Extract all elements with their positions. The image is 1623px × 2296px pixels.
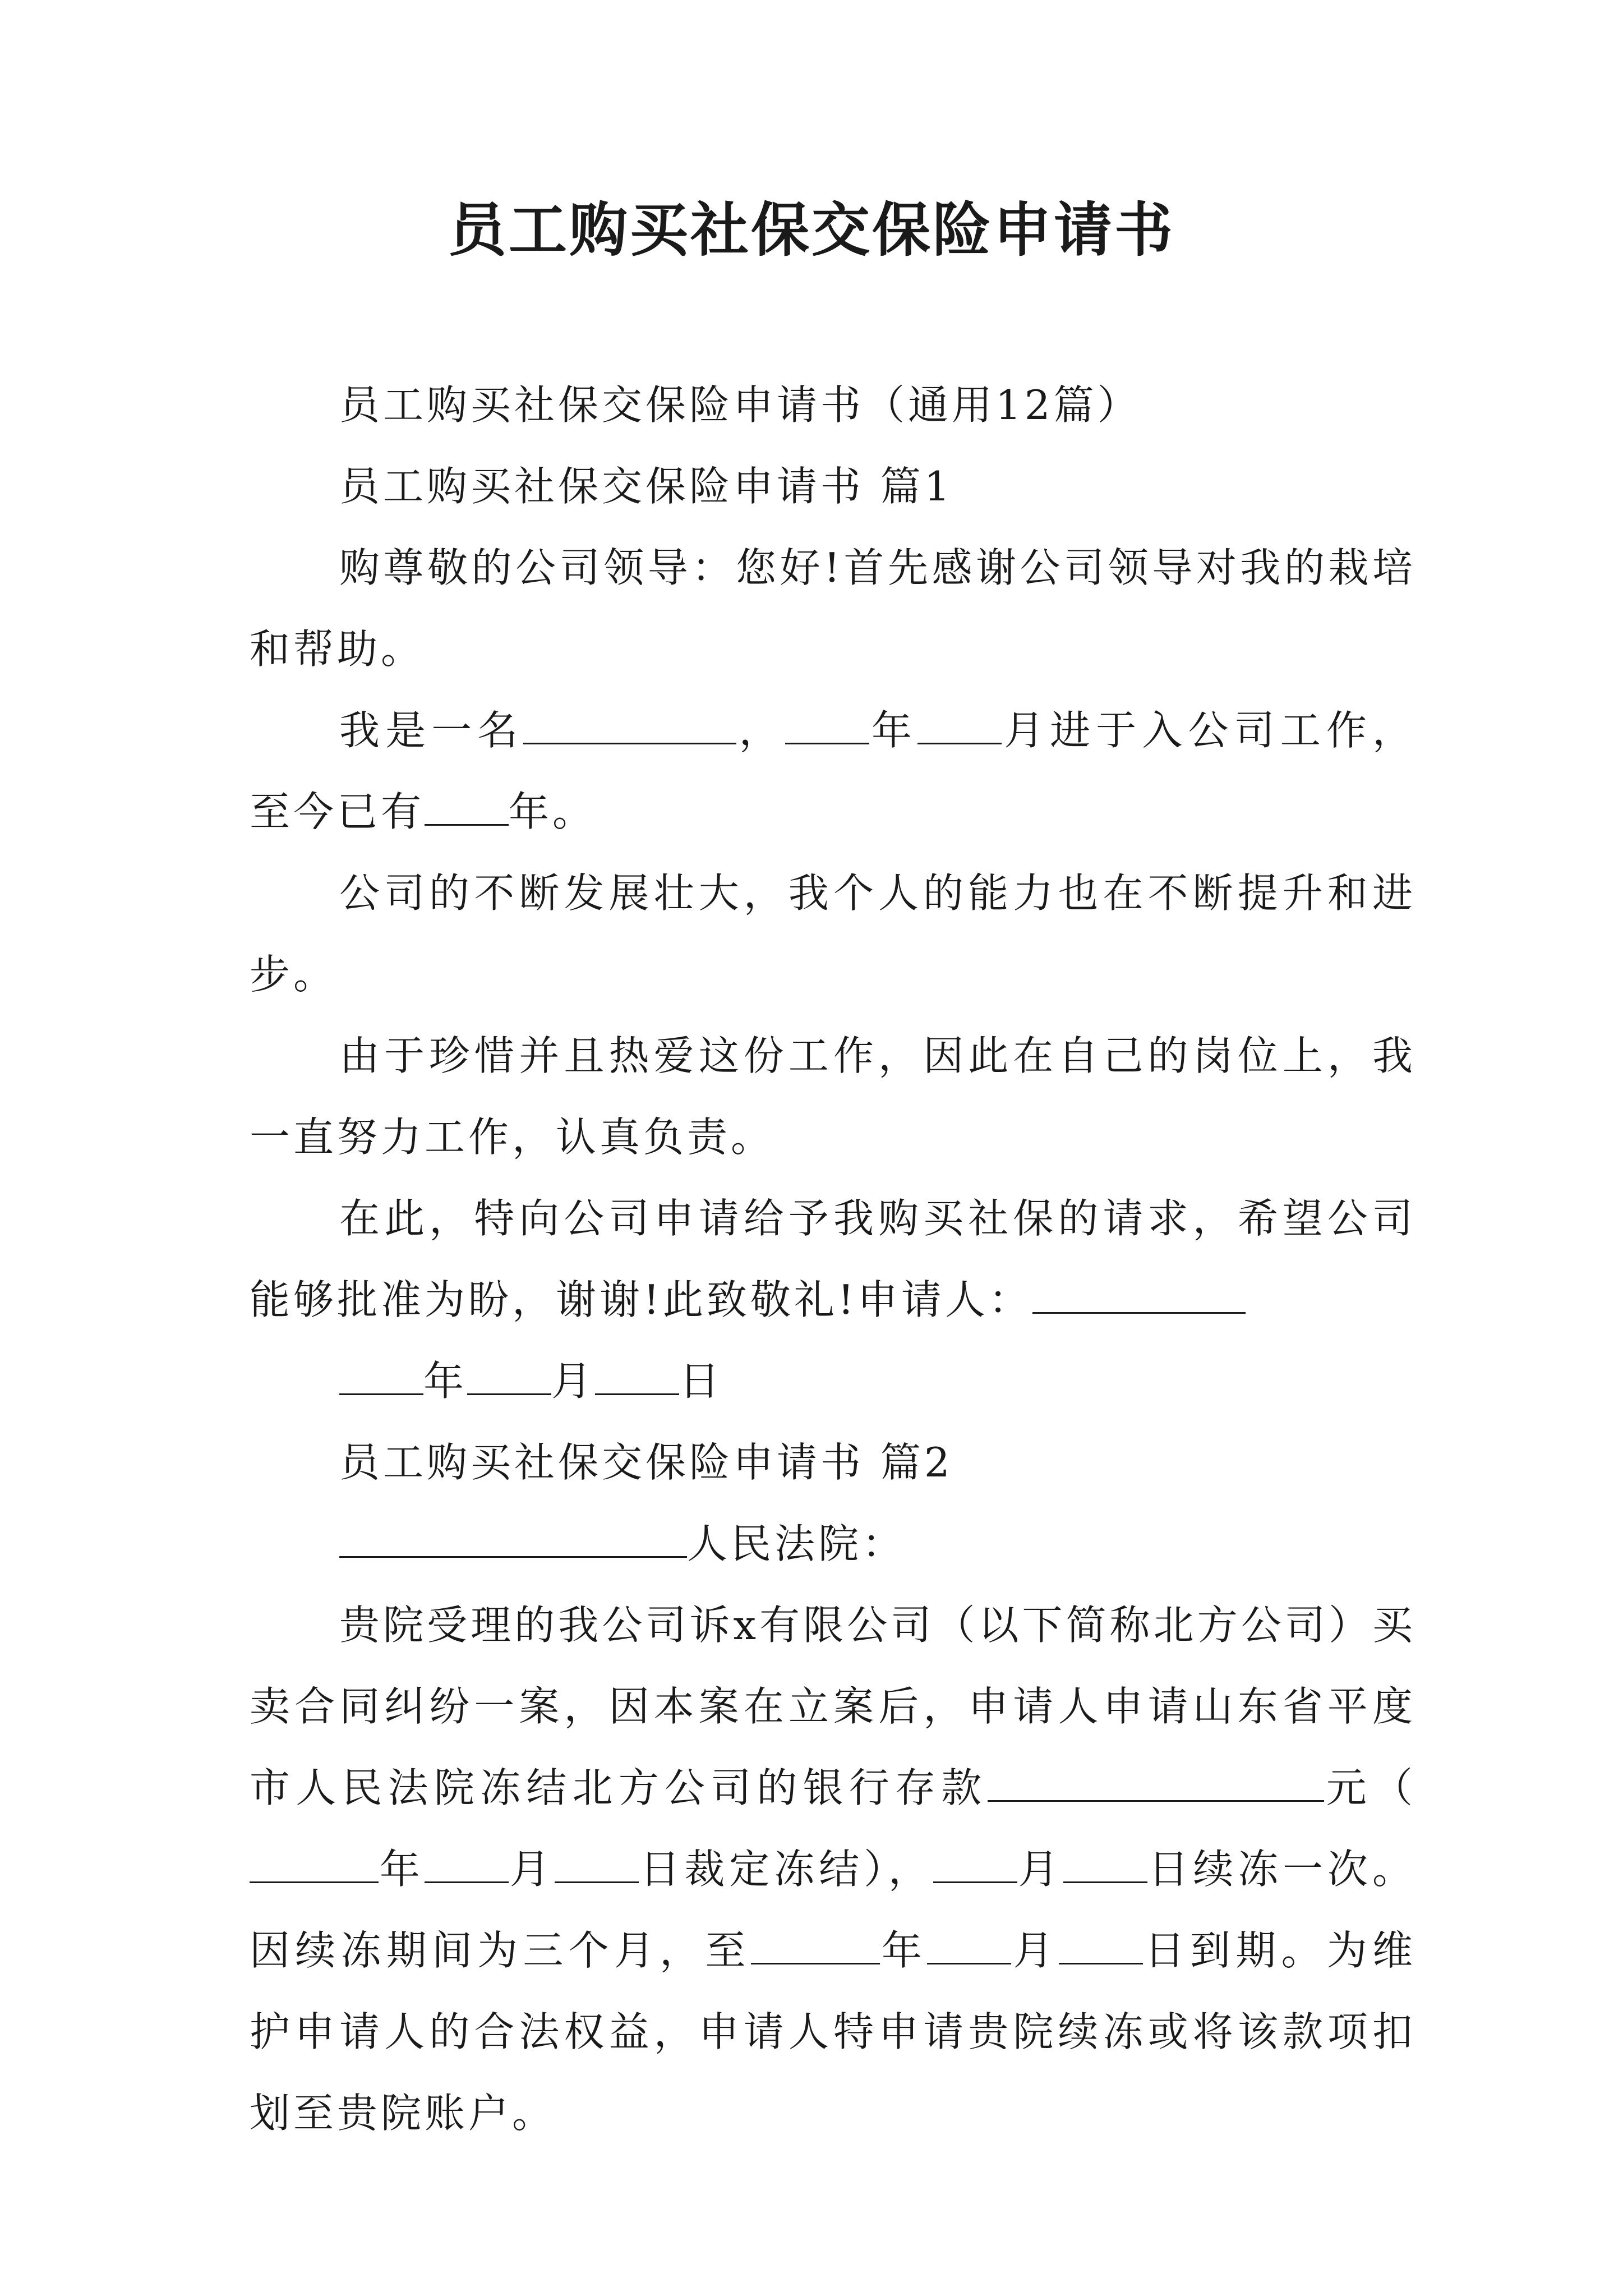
expiry-month-blank (927, 1929, 1011, 1964)
signature-date-line (250, 1341, 1416, 1422)
signature-year-label: 年 (423, 1358, 468, 1405)
intro-paragraph (250, 690, 1416, 853)
expiry-day-blank (1059, 1929, 1143, 1964)
join-year-blank (785, 709, 869, 744)
request-paragraph (250, 1178, 1416, 1341)
dedication-paragraph: 由于珍惜并且热爱这份工作，因此在自己的岗位上，我一直努力工作，认真负责。 (250, 1032, 1416, 1161)
court-suffix: 人民法院： (687, 1520, 906, 1567)
case-text-i: 月 (1011, 1927, 1059, 1974)
case-text-b: 元（ (1324, 1764, 1416, 1811)
case-text-j: 日到期。为维护申请人的合法权益，申请人特申请贵院续冻或将该款项扣划至贵院账户。 (250, 1927, 1416, 2137)
freeze-day-blank (555, 1848, 639, 1883)
signature-month-label: 月 (551, 1358, 596, 1405)
document-subtitle: 员工购买社保交保险申请书（通用12篇） (339, 381, 1141, 429)
case-text-h: 年 (879, 1927, 928, 1974)
signature-day-label: 日 (679, 1358, 723, 1405)
intro-text-a: 我是一名 (339, 707, 524, 754)
case-text-c: 年 (379, 1846, 425, 1893)
greeting-paragraph: 购尊敬的公司领导：您好!首先感谢公司领导对我的栽培和帮助。 (250, 544, 1416, 673)
intro-text-e: 年。 (509, 788, 597, 835)
applicant-name-blank (1032, 1278, 1246, 1314)
section-1-heading: 员工购买社保交保险申请书 篇1 (339, 463, 953, 510)
signature-year-blank (339, 1360, 423, 1395)
case-text-e: 日裁定冻结）， (638, 1846, 933, 1893)
signature-day-blank (595, 1360, 679, 1395)
case-text-f: 月 (1017, 1846, 1063, 1893)
tenure-years-blank (425, 790, 509, 826)
document-body (250, 365, 1416, 2154)
document-title: 员工购买社保交保险申请书 (448, 195, 1175, 264)
section-2-heading: 员工购买社保交保险申请书 篇2 (339, 1439, 953, 1486)
request-text: 在此，特向公司申请给予我购买社保的请求，希望公司能够批准为盼，谢谢!此致敬礼!申请人： (250, 1195, 1416, 1323)
join-month-blank (917, 709, 1002, 744)
case-paragraph (250, 1585, 1416, 2154)
court-addressee-line (250, 1503, 1416, 1585)
intro-text-d: 月进于入公司工作，至今已有 (250, 707, 1416, 835)
signature-month-blank (467, 1360, 551, 1395)
freeze-month-blank (425, 1848, 509, 1883)
intro-text-b: ， (736, 707, 785, 754)
deposit-amount-blank (988, 1766, 1324, 1802)
court-name-blank (339, 1522, 687, 1558)
freeze-year-blank (250, 1848, 379, 1883)
case-text-g: 日续冻一次。因续冻期间为三个月，至 (250, 1846, 1416, 1974)
renew-month-blank (933, 1848, 1017, 1883)
renew-day-blank (1063, 1848, 1147, 1883)
intro-text-c: 年 (869, 707, 917, 754)
case-text-a: 贵院受理的我公司诉x有限公司（以下简称北方公司）买卖合同纠纷一案，因本案在立案后，申请人申请山东省平度市人民法院冻结北方公司的银行存款 (250, 1602, 1416, 1811)
growth-paragraph: 公司的不断发展壮大，我个人的能力也在不断提升和进步。 (250, 869, 1416, 998)
expiry-year-blank (751, 1929, 880, 1964)
position-blank (523, 709, 736, 744)
case-text-d: 月 (508, 1846, 555, 1893)
